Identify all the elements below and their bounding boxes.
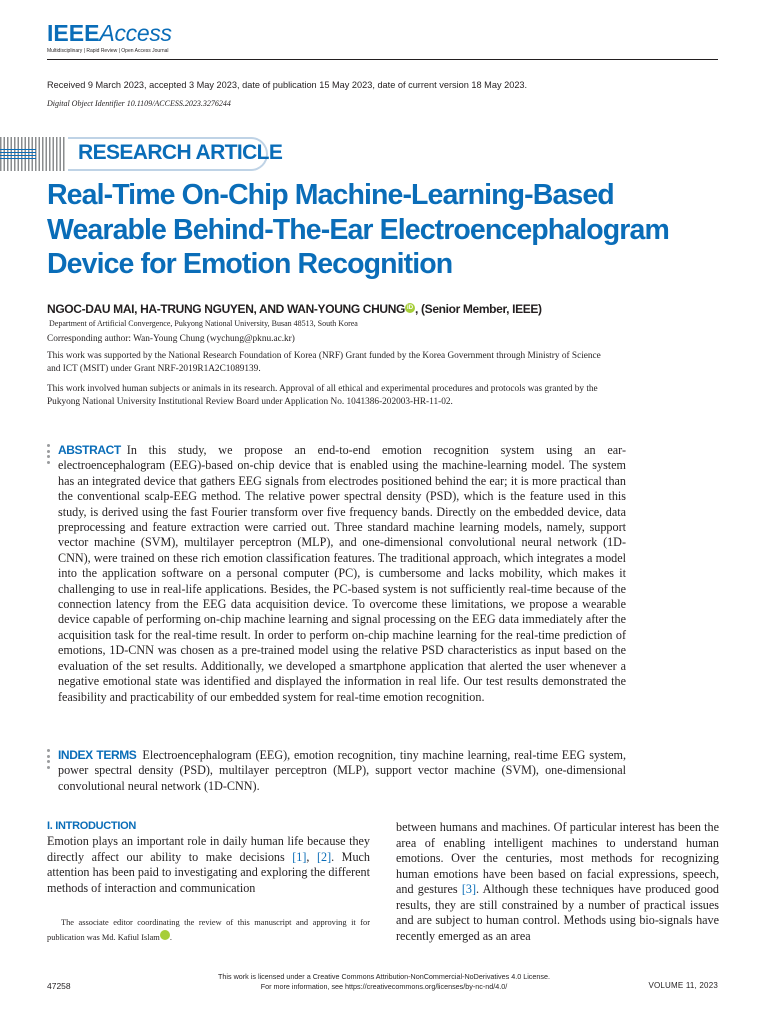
orcid-icon[interactable]: iD [407,305,414,311]
abstract-text: In this study, we propose an end-to-end emotion recognition system using an ear-electroencephalogram (EEG)-based on-chip device that is enabled using the machine-learning model. The system has an integrated device that gathers EEG signals from electrodes positioned behind the ear; it is more practical than the conventional scalp-EEG method. The relative power spectral density (PSD), which is the feature used in this study, is derived using the fast Fourier transform over five frequency bands. Directly on the embedded device, data preprocessing and feature extraction were carried out. Three standard machine learning models, namely, support vector machine (SVM), multilayer perceptron (MLP), and one-dimensional convolutional neural network (1D-CNN), were trained on these rich emotion classification features. The traditional approach, which integrates a model into the application software on a personal computer (PC), is cumbersome and lacks mobility, which makes it challenging to use in real-life applications. Besides, the PC-based system is not sufficiently real-time because of the connection latency from the EEG data acquisition device. To overcome these limitations, we propose a wearable device capable of performing on-chip machine learning and signal processing on the EEG data immediately after the acquisition task for the real-time result. In order to perform on-chip machine learning for the real-time prediction of emotions, 1D-CNN was chosen as a pre-trained model using the relative PSD characteristics as input based on the evaluation of the set results. Additionally, we developed a smartphone application that alerted the user whenever a negative emotional state was identified and displayed the information in real life. Our test results demonstrated the feasibility and practicability of our embedded system for real-time emotion recognition. [58,443,626,704]
journal-logo [47,22,172,54]
banner-decoration [0,137,66,171]
intro-text: between humans and machines. Of particular interest has been the area of enabling intelligent machines to understand human emotions. Over the centuries, most methods for recognizing human emotions have been based on facial expressions, speech, and gestures [396,820,719,896]
author-membership: , (Senior Member, IEEE) [415,302,542,316]
article-type-label: RESEARCH ARTICLE [78,141,283,164]
footnote-text: The associate editor coordinating the review of this manuscript and approving it for publication was Md. Kafiul Islam [47,918,370,942]
doi-line: Digital Object Identifier 10.1109/ACCESS.2023.3276244 [47,99,231,108]
author-list [47,302,542,316]
header-divider [47,59,718,60]
author-names: NGOC-DAU MAI, HA-TRUNG NGUYEN, AND WAN-YOUNG CHUNG [47,302,406,316]
article-type-banner [0,137,283,171]
citation-link[interactable]: [2] [316,849,332,864]
intro-text: . Although these techniques have produced good results, they are still constrained by a number of practical issues and are subject to human control. Methods using bio-signals have recently emerged as an area [396,882,719,943]
citation-link[interactable]: [3] [461,882,476,896]
intro-text: Emotion plays an important role in daily human life because they directly affect our ability to make decisions [47,834,370,864]
abstract [58,443,626,705]
license-link[interactable]: For more information, see https://creativecommons.org/licenses/by-nc-nd/4.0/ [260,981,508,991]
corresponding-author: Corresponding author: Wan-Young Chung (wychung@pknu.ac.kr) [47,334,295,344]
citation-link[interactable]: [1] [292,849,307,864]
intro-left-column [47,820,370,896]
abstract-marker [47,444,51,466]
abstract-label: ABSTRACT [58,443,121,457]
logo-wordmark: IEEEAccess [47,20,172,46]
editor-footnote [47,915,370,945]
intro-paragraph-right [396,820,719,944]
index-terms-label: INDEX TERMS [58,748,137,762]
intro-paragraph-left [47,834,370,896]
volume-label: VOLUME 11, 2023 [648,981,718,990]
citation-separator: , [306,849,317,864]
page-number: 47258 [47,981,71,991]
orcid-icon[interactable]: iD [160,930,170,940]
footnote-end: . [169,933,172,942]
index-terms-text: Electroencephalogram (EEG), emotion recognition, tiny machine learning, real-time EEG system, power spectral density (PSD), multilayer perceptron (MLP), support vector machine (SVM), one-dimensional convolutional neural network (1D-CNN). [58,748,627,793]
intro-right-column [396,820,719,944]
ethics-statement: This work involved human subjects or animals in its research. Approval of all ethical and experimental procedures and protocols was granted by the Pukyong National University Institutional Review Board under Application No. 1041386-202003-HR-11-02. [47,384,598,407]
section-heading: I. INTRODUCTION [47,820,136,832]
received-dates: Received 9 March 2023, accepted 3 May 2023, date of publication 15 May 2023, date of current version 18 May 2023. [47,80,528,90]
logo-tagline: Multidisciplinary | Rapid Review | Open Access Journal [47,48,169,54]
intro-text: . Much attention has been paid to investigating and exploring the different methods of interaction and communication [47,849,370,895]
paper-title: Real-Time On-Chip Machine-Learning-Based Wearable Behind-The-Ear Electroencephalogram Device for Emotion Recognition [47,179,669,280]
index-terms-marker [47,749,51,771]
funding-statement: This work was supported by the National Research Foundation of Korea (NRF) Grant funded by the Korea Government through Ministry of Science and ICT (MSIT) under Grant NRF-2019R1A2C1089139. [47,351,601,374]
index-terms [58,748,626,794]
license-line: This work is licensed under a Creative Commons Attribution-NonCommercial-NoDerivatives 4.0 License. [218,972,550,981]
affiliation: Department of Artificial Convergence, Pukyong National University, Busan 48513, South Korea [49,319,358,328]
